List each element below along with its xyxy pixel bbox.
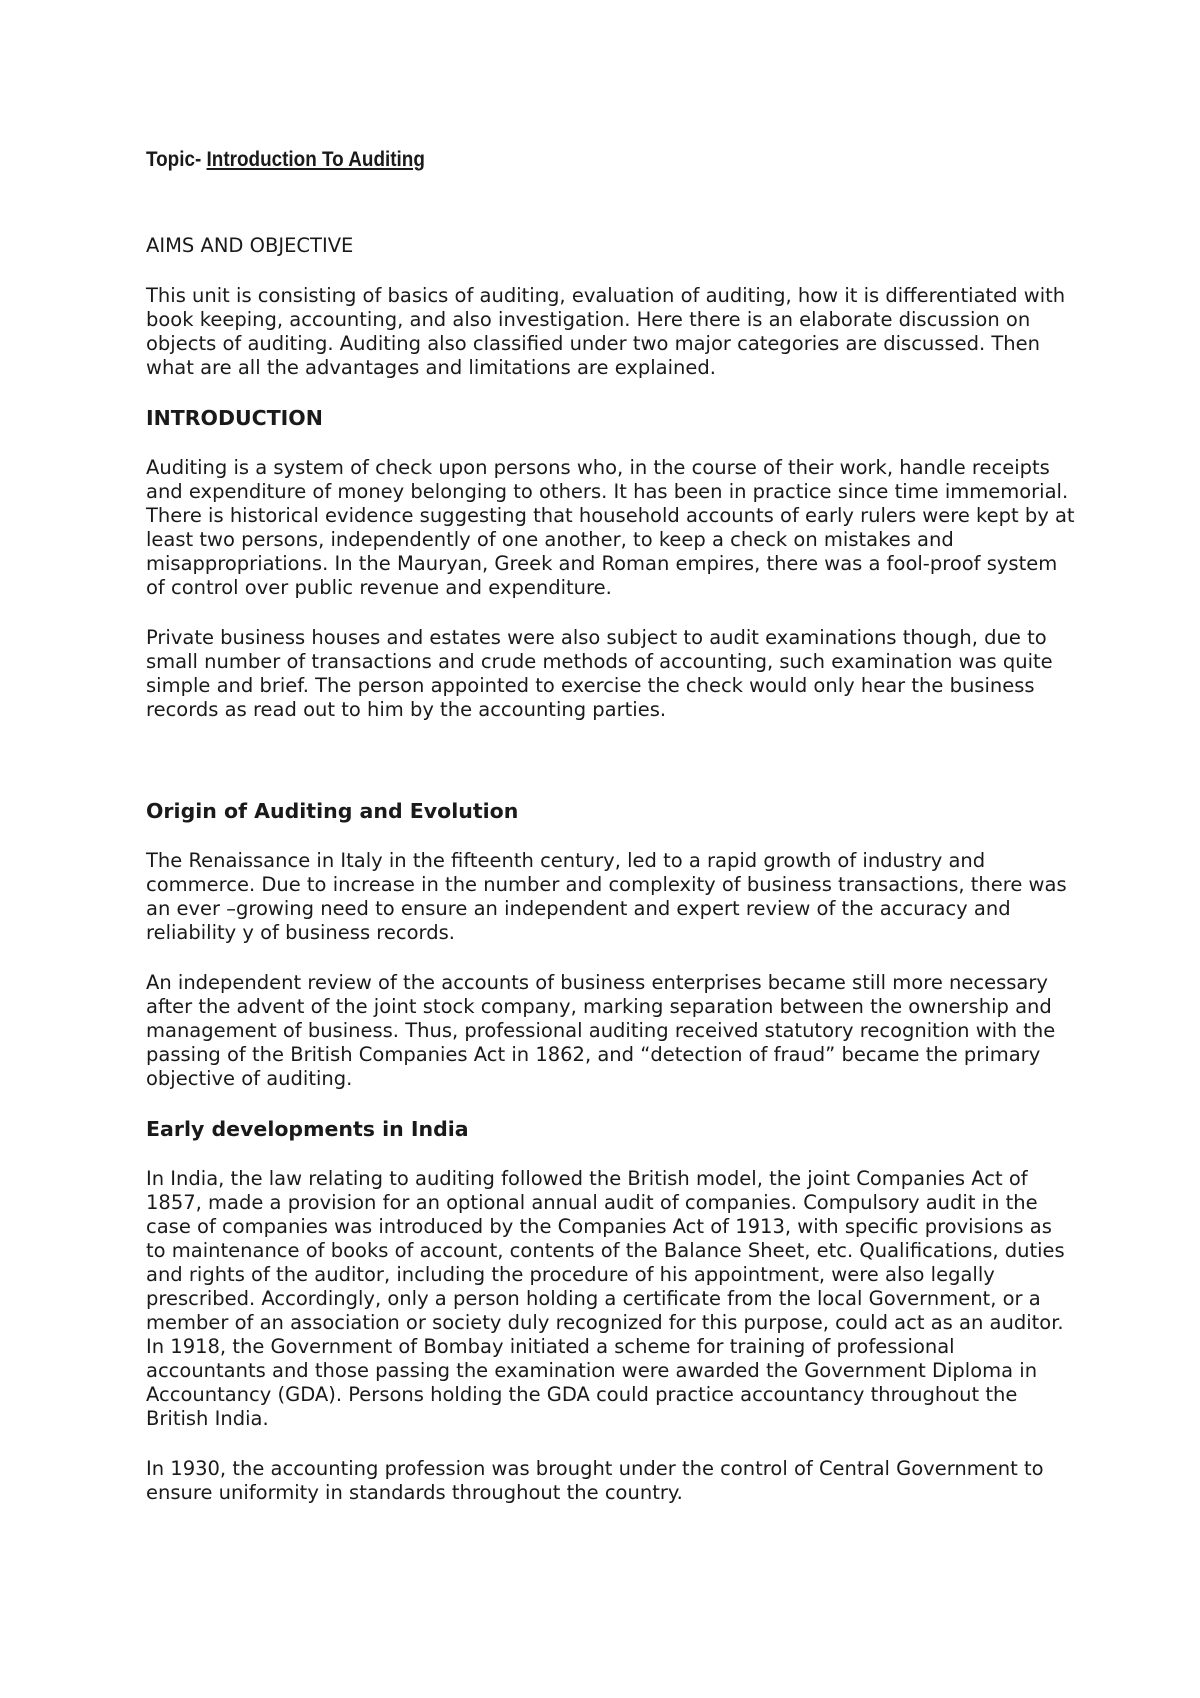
- origin-heading: Origin of Auditing and Evolution: [146, 799, 519, 823]
- india-heading: Early developments in India: [146, 1117, 469, 1141]
- topic-prefix: Topic-: [146, 148, 207, 171]
- aims-heading: AIMS AND OBJECTIVE: [146, 234, 354, 257]
- aims-paragraph: This unit is consisting of basics of auditing, evaluation of auditing, how it is differentiated with book keeping, accounting, and also investigation. Here there is an elaborate discussion on objects of auditing. Auditing also classified under two major categories are discussed. Then what are all the advantages and limitations are explained.: [146, 284, 1066, 379]
- origin-paragraph-1: The Renaissance in Italy in the fifteenth century, led to a rapid growth of industry and commerce. Due to increase in the number and complexity of business transactions, there was an ever –growing need to ensure an independent and expert review of the accuracy and reliability y of business records.: [146, 849, 1067, 944]
- introduction-paragraph-2: Private business houses and estates were also subject to audit examinations though, due to small number of transactions and crude methods of accounting, such examination was quite simple and brief. The person appointed to exercise the check would only hear the business records as read out to him by the accounting parties.: [146, 626, 1053, 721]
- india-paragraph-2: In 1930, the accounting profession was brought under the control of Central Government to ensure uniformity in standards throughout the country.: [146, 1457, 1044, 1504]
- origin-paragraph-2: An independent review of the accounts of business enterprises became still more necessary after the advent of the joint stock company, marking separation between the ownership and management of business. Thus, professional auditing received statutory recognition with the passing of the British Companies Act in 1862, and “detection of fraud” became the primary objective of auditing.: [146, 971, 1056, 1090]
- document-page: [146, 148, 1076, 1505]
- topic-line: [146, 148, 983, 172]
- introduction-paragraph-1: Auditing is a system of check upon persons who, in the course of their work, handle receipts and expenditure of money belonging to others. It has been in practice since time immemorial. There is historical evidence suggesting that household accounts of early rulers were kept by at least two persons, independently of one another, to keep a check on mistakes and misappropriations. In the Mauryan, Greek and Roman empires, there was a fool-proof system of control over public revenue and expenditure.: [146, 456, 1075, 599]
- india-paragraph-1: In India, the law relating to auditing followed the British model, the joint Companies Act of 1857, made a provision for an optional annual audit of companies. Compulsory audit in the case of companies was introduced by the Companies Act of 1913, with specific provisions as to maintenance of books of account, contents of the Balance Sheet, etc. Qualifications, duties and rights of the auditor, including the procedure of his appointment, were also legally prescribed. Accordingly, only a person holding a certificate from the local Government, or a member of an association or society duly recognized for this purpose, could act as an auditor. In 1918, the Government of Bombay initiated a scheme for training of professional accountants and those passing the examination were awarded the Government Diploma in Accountancy (GDA). Persons holding the GDA could practice accountancy throughout the British India.: [146, 1167, 1065, 1430]
- topic-title: Introduction To Auditing: [206, 148, 425, 171]
- introduction-heading: INTRODUCTION: [146, 406, 323, 430]
